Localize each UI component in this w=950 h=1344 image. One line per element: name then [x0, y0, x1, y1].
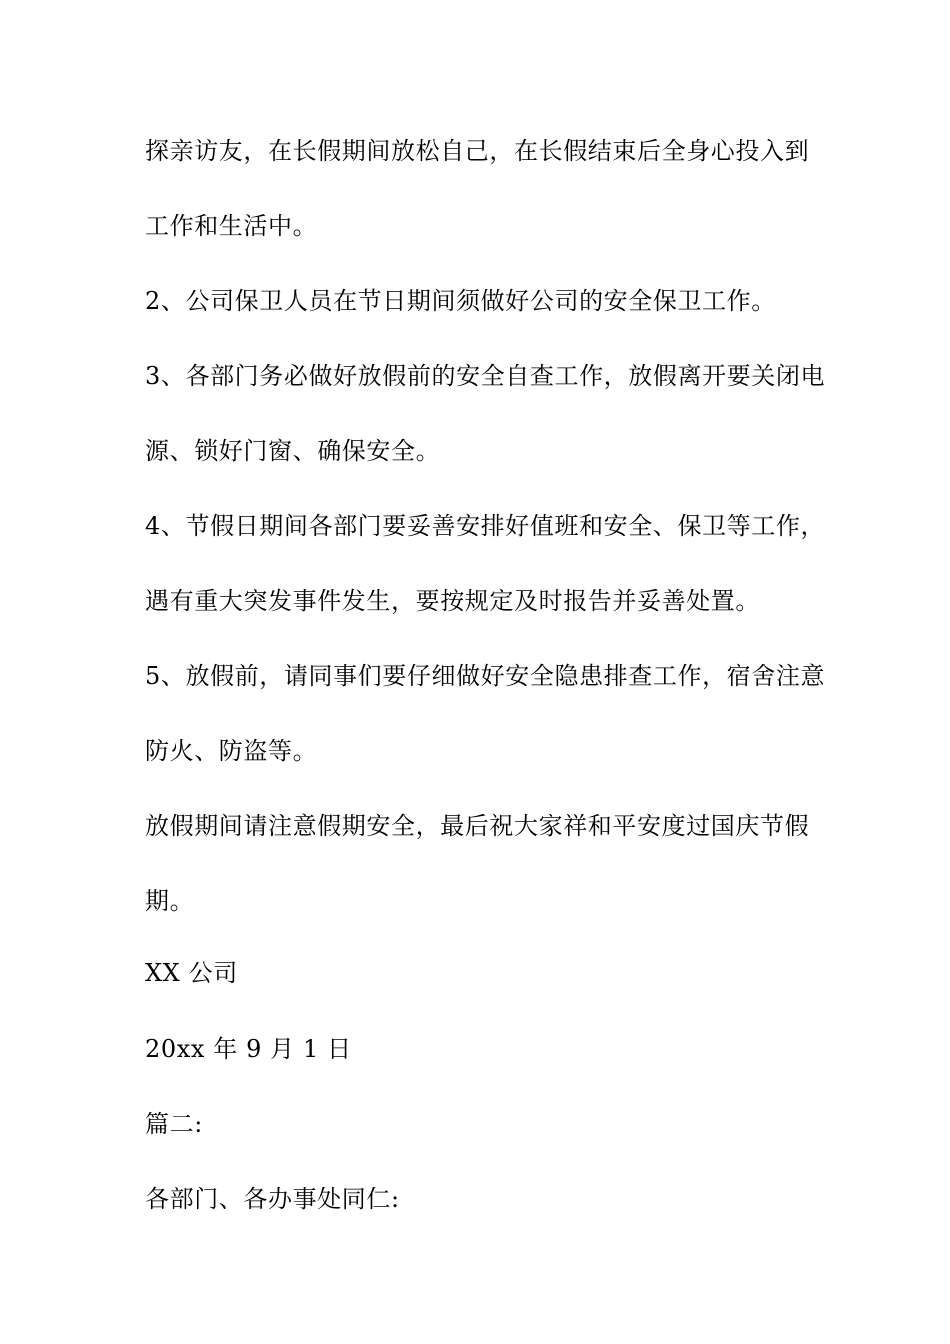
paragraph-line: 遇有重大突发事件发生，要按规定及时报告并妥善处置。: [145, 587, 760, 615]
paragraph-line: 防火、防盗等。: [145, 737, 318, 765]
signature-date: 20xx 年 9 月 1 日: [145, 1035, 352, 1063]
paragraph-line: 工作和生活中。: [145, 212, 318, 240]
list-item-3: 3、各部门务必做好放假前的安全自查工作，放假离开要关闭电: [145, 362, 826, 390]
list-item-4: 4、节假日期间各部门要妥善安排好值班和安全、保卫等工作，: [145, 512, 826, 540]
paragraph-line: 探亲访友，在长假期间放松自己，在长假结束后全身心投入到: [145, 137, 810, 165]
section-heading: 篇二:: [145, 1110, 203, 1138]
paragraph-line: 源、锁好门窗、确保安全。: [145, 437, 441, 465]
salutation: 各部门、各办事处同仁:: [145, 1185, 400, 1213]
closing-paragraph: 放假期间请注意假期安全，最后祝大家祥和平安度过国庆节假: [145, 812, 810, 840]
list-item-5: 5、放假前，请同事们要仔细做好安全隐患排查工作，宿舍注意: [145, 662, 826, 690]
paragraph-line: 期。: [145, 887, 195, 915]
list-item-2: 2、公司保卫人员在节日期间须做好公司的安全保卫工作。: [145, 287, 776, 315]
signature-company: XX 公司: [145, 959, 238, 987]
